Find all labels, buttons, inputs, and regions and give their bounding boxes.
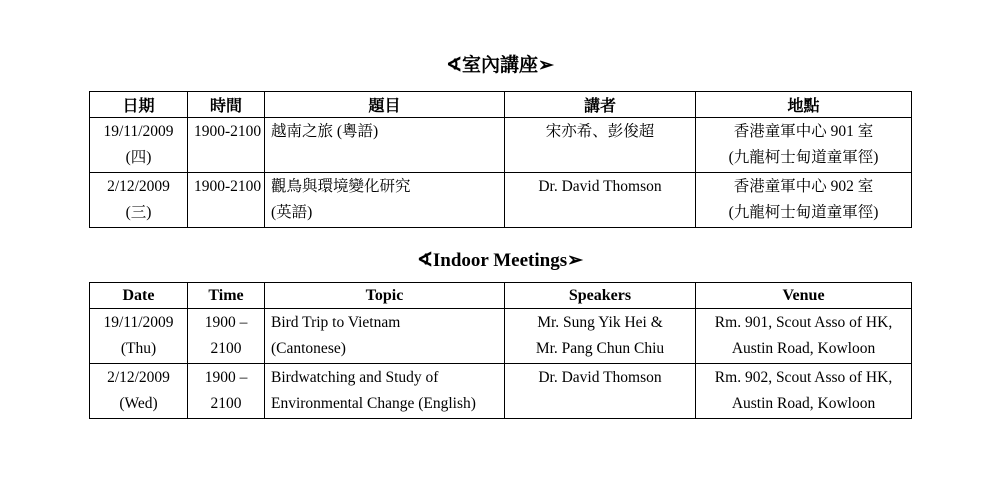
header-venue: Venue: [696, 283, 912, 309]
header-date: 日期: [90, 92, 188, 118]
weekday-line: (Thu): [120, 340, 157, 357]
weekday-line: (Wed): [119, 395, 158, 412]
header-speakers: Speakers: [505, 283, 696, 309]
header-speakers: 講者: [505, 92, 696, 118]
meetings-table-chinese: [89, 91, 912, 228]
topic-line: Birdwatching and Study of: [271, 369, 439, 386]
topic-line: 觀鳥與環境變化研究: [271, 178, 411, 195]
weekday-line: (三): [125, 204, 152, 221]
venue-cell: [696, 309, 912, 364]
speakers-cell: [505, 173, 696, 228]
time-cell: [188, 309, 265, 364]
date-cell: [90, 173, 188, 228]
venue-line: Austin Road, Kowloon: [731, 395, 876, 412]
time-line: 1900 –: [204, 369, 248, 386]
topic-cell: [265, 364, 505, 419]
venue-cell: [696, 364, 912, 419]
indoor-meetings-chinese-section: [89, 52, 911, 228]
topic-cell: [265, 309, 505, 364]
venue-cell: [696, 173, 912, 228]
indoor-meetings-english-section: [89, 247, 911, 419]
speakers-line: Mr. Pang Chun Chiu: [535, 340, 665, 357]
table-row: [90, 364, 912, 419]
date-line: 19/11/2009: [103, 123, 174, 140]
speakers-cell: [505, 309, 696, 364]
topic-line: (英語): [271, 204, 313, 221]
header-time: 時間: [188, 92, 265, 118]
table-header-row: [90, 283, 912, 309]
venue-cell: [696, 118, 912, 173]
time-line: 2100: [210, 340, 242, 357]
time-line: 2100: [210, 395, 242, 412]
topic-line: Environmental Change (English): [271, 395, 476, 412]
weekday-line: (四): [125, 149, 152, 166]
venue-line: (九龍柯士甸道童軍徑): [728, 149, 879, 166]
venue-line: 香港童軍中心 901 室: [733, 123, 874, 140]
meetings-table-english: [89, 282, 912, 419]
date-line: 2/12/2009: [107, 369, 170, 386]
topic-cell: [265, 118, 505, 173]
time-cell: [188, 173, 265, 228]
header-topic: Topic: [265, 283, 505, 309]
header-topic: 題目: [265, 92, 505, 118]
time-cell: [188, 118, 265, 173]
topic-line: Bird Trip to Vietnam: [271, 314, 401, 331]
speakers-line: Mr. Sung Yik Hei &: [537, 314, 663, 331]
speakers-line: 宋亦希、彭俊超: [545, 123, 655, 140]
date-cell: [90, 364, 188, 419]
topic-line: 越南之旅 (粵語): [271, 123, 379, 140]
time-line: 1900-2100: [194, 123, 262, 140]
date-cell: [90, 118, 188, 173]
speakers-line: Dr. David Thomson: [538, 178, 662, 195]
date-line: 19/11/2009: [103, 314, 174, 331]
table-row: [90, 173, 912, 228]
section-title-chinese: ∢室內講座➢: [446, 55, 554, 76]
venue-line: Rm. 902, Scout Asso of HK,: [714, 369, 893, 386]
speakers-cell: [505, 118, 696, 173]
section-title-english: ∢Indoor Meetings➢: [416, 250, 584, 271]
speakers-line: Dr. David Thomson: [538, 369, 662, 386]
venue-line: 香港童軍中心 902 室: [733, 178, 874, 195]
time-line: 1900-2100: [194, 178, 262, 195]
header-venue: 地點: [696, 92, 912, 118]
table-row: [90, 118, 912, 173]
date-cell: [90, 309, 188, 364]
date-line: 2/12/2009: [107, 178, 170, 195]
venue-line: (九龍柯士甸道童軍徑): [728, 204, 879, 221]
header-time: Time: [188, 283, 265, 309]
table-row: [90, 309, 912, 364]
venue-line: Rm. 901, Scout Asso of HK,: [714, 314, 893, 331]
table-header-row: [90, 92, 912, 118]
time-cell: [188, 364, 265, 419]
header-date: Date: [90, 283, 188, 309]
topic-cell: [265, 173, 505, 228]
topic-line: (Cantonese): [271, 340, 346, 357]
venue-line: Austin Road, Kowloon: [731, 340, 876, 357]
speakers-cell: [505, 364, 696, 419]
time-line: 1900 –: [204, 314, 248, 331]
